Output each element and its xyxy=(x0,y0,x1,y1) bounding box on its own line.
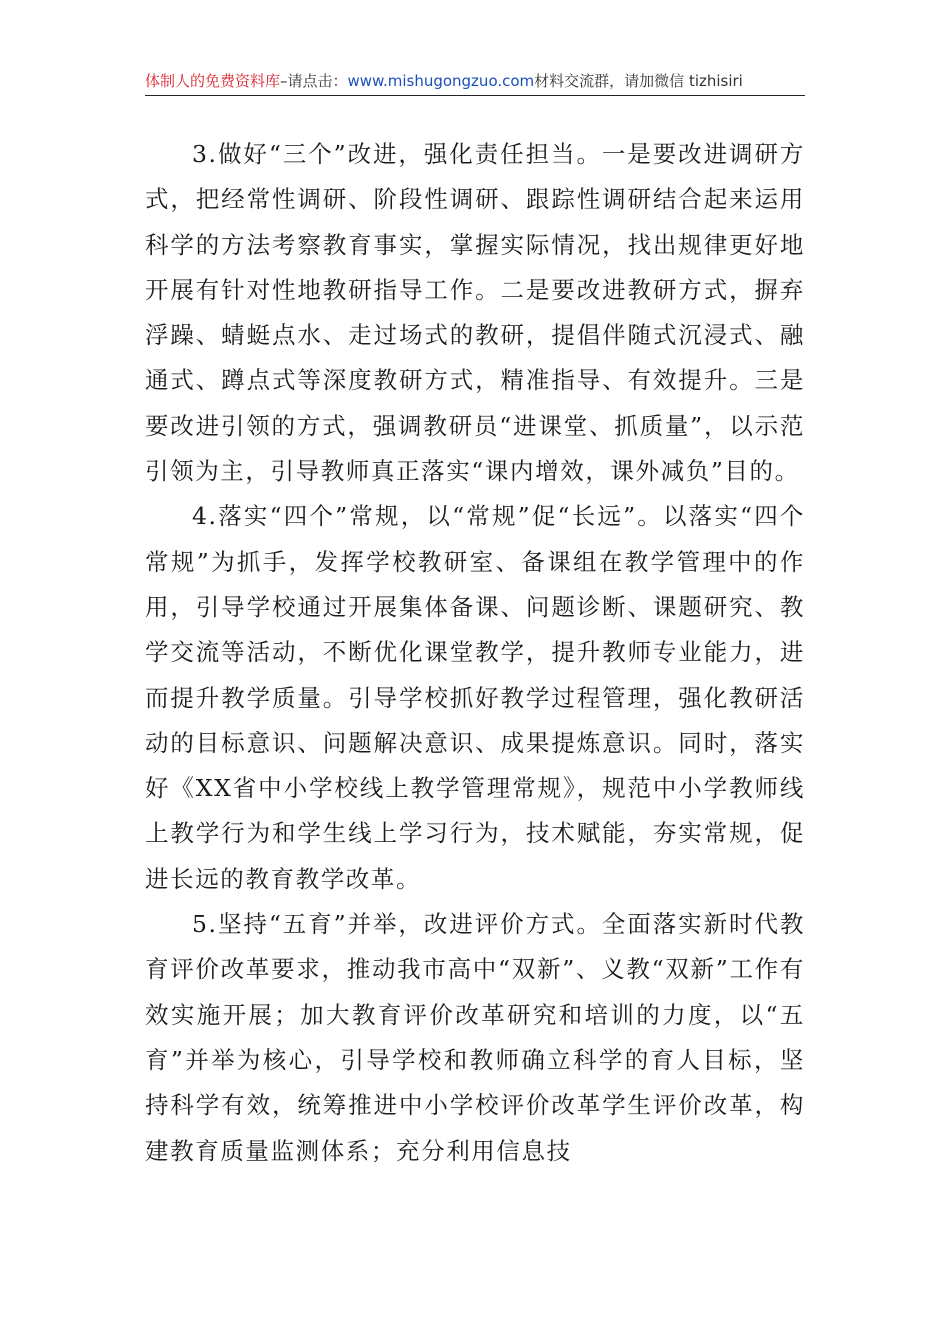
page-header xyxy=(145,68,805,94)
header-brand[interactable]: 体制人的免费资料库 xyxy=(145,72,281,90)
header-separator: –请点击： xyxy=(280,72,348,90)
paragraph-3: 3.做好“三个”改进，强化责任担当。一是要改进调研方式，把经常性调研、阶段性调研、跟踪性调研结合起来运用科学的方法考察教育事实，掌握实际情况，找出规律更好地开展有针对性地教研指导工作。二是要改进教研方式，摒弃浮躁、蜻蜓点水、走过场式的教研，提倡伴随式沉浸式、融通式、蹲点式等深度教研方式，精准指导、有效提升。三是要改进引领的方式，强调教研员“进课堂、抓质量”，以示范引领为主，引导教师真正落实“课内增效，课外减负”目的。 xyxy=(145,140,805,486)
header-contact-text: 材料交流群，请加微信 tizhisiri xyxy=(534,72,743,90)
document-body xyxy=(145,132,805,1174)
paragraph-4: 4.落实“四个”常规，以“常规”促“长远”。以落实“四个常规”为抓手，发挥学校教研室、备课组在教学管理中的作用，引导学校通过开展集体备课、问题诊断、课题研究、教学交流等活动，不断优化课堂教学，提升教师专业能力，进而提升教学质量。引导学校抓好教学过程管理，强化教研活动的目标意识、问题解决意识、成果提炼意识。同时，落实好《XX省中小学校线上教学管理常规》，规范中小学教师线上教学行为和学生线上学习行为，技术赋能，夯实常规，促进长远的教育教学改革。 xyxy=(145,502,805,893)
paragraph-5: 5.坚持“五育”并举，改进评价方式。全面落实新时代教育评价改革要求，推动我市高中“双新”、义教“双新”工作有效实施开展；加大教育评价改革研究和培训的力度，以“五育”并举为核心，引导学校和教师确立科学的育人目标，坚持科学有效，统筹推进中小学校评价改革学生评价改革，构建教育质量监测体系；充分利用信息技 xyxy=(145,910,805,1165)
header-divider xyxy=(145,95,805,96)
header-url-link[interactable]: www.mishugongzuo.com xyxy=(347,72,535,90)
